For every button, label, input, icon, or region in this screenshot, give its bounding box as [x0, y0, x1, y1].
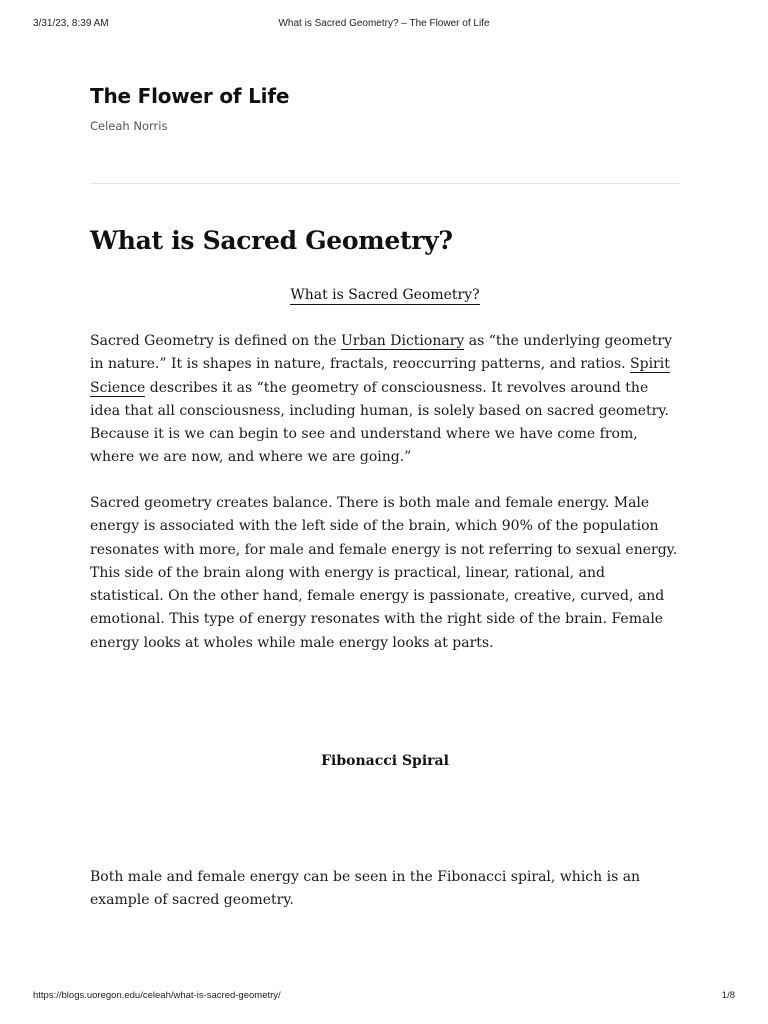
- print-header: [33, 18, 735, 32]
- print-page-number: 1/8: [721, 990, 735, 1001]
- paragraph-balance: Sacred geometry creates balance. There is both male and female energy. Male energy is associated with the left side of the brain, which 90% of the population resonates with more, for male and female energy is not referring to sexual energy. This side of the brain along with energy is practical, linear, rational, and statistical. On the other hand, female energy is passionate, creative, curved, and emotional. This type of energy resonates with the right side of the brain. Female energy looks at wholes while male energy looks at parts.: [90, 495, 678, 651]
- spirit-science-link[interactable]: Spirit Science: [90, 356, 670, 396]
- print-datetime: 3/31/23, 8:39 AM: [33, 18, 109, 29]
- paragraph-fibonacci: Both male and female energy can be seen in the Fibonacci spiral, which is an example of sacred geometry.: [90, 869, 641, 909]
- paragraph-definition: [90, 330, 680, 470]
- header-divider: [90, 183, 680, 184]
- site-author: Celeah Norris: [90, 119, 168, 133]
- print-footer: [33, 990, 735, 1004]
- paragraph-text: as “the underlying geometry in nature.” It is shapes in nature, fractals, reoccurring patterns, and ratios.: [90, 333, 673, 373]
- print-page-title: What is Sacred Geometry? – The Flower of Life: [278, 18, 490, 29]
- paragraph-text: Sacred Geometry is defined on the: [90, 333, 341, 349]
- site-title[interactable]: The Flower of Life: [90, 84, 290, 108]
- subheading-link[interactable]: What is Sacred Geometry?: [290, 287, 480, 303]
- subheading: [90, 285, 680, 305]
- urban-dictionary-link[interactable]: Urban Dictionary: [341, 333, 465, 349]
- post-title: What is Sacred Geometry?: [90, 226, 453, 255]
- paragraph-text: describes it as “the geometry of consciousness. It revolves around the idea that all consciousness, including human, is solely based on sacred geometry. Because it is we can begin to see and understand where we have come from, where we are now, and where we are going.”: [90, 379, 669, 466]
- print-url: https://blogs.uoregon.edu/celeah/what-is-sacred-geometry/: [33, 990, 281, 1001]
- fibonacci-spiral-caption: Fibonacci Spiral: [321, 753, 449, 769]
